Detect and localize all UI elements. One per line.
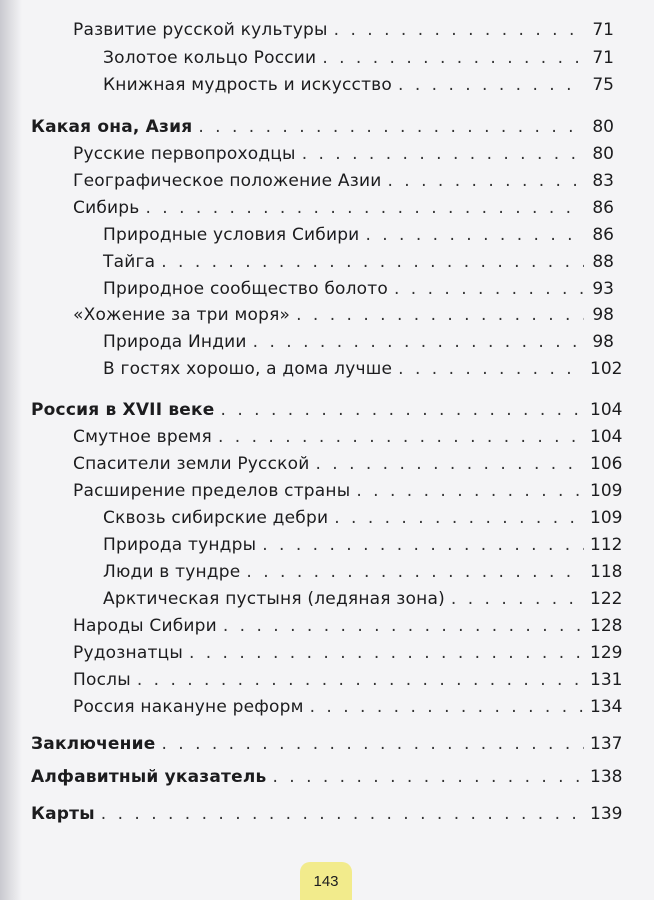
toc-entry	[73, 141, 614, 167]
toc-entry	[73, 168, 614, 194]
toc-entry-page: 71	[592, 20, 614, 40]
page-number-badge	[300, 862, 352, 900]
toc-entry-page: 122	[590, 589, 623, 609]
dot-leader	[394, 276, 584, 302]
toc-entry-title: Тайга	[103, 252, 156, 272]
toc-entry-title: «Хожение за три моря»	[73, 305, 291, 325]
toc-entry-page: 75	[592, 75, 614, 95]
dot-leader	[262, 532, 584, 558]
dot-leader	[253, 329, 584, 355]
dot-leader	[221, 397, 584, 423]
dot-leader	[334, 17, 584, 43]
toc-entry-title: Книжная мудрость и искусство	[103, 75, 393, 95]
toc-entry-title: Рудознатцы	[73, 643, 183, 663]
toc-section-heading	[31, 764, 623, 790]
toc-entry-title: Арктическая пустыня (ледяная зона)	[103, 589, 445, 609]
dot-leader	[161, 731, 584, 757]
toc-entry-title: Географическое положение Азии	[73, 171, 382, 191]
dot-leader	[387, 168, 584, 194]
toc-entry	[103, 45, 614, 71]
toc-entry-page: 98	[592, 332, 614, 352]
dot-leader	[161, 249, 584, 275]
toc-entry	[73, 478, 623, 504]
toc-entry-page: 93	[592, 279, 614, 299]
toc-entry-title: Алфавитный указатель	[31, 767, 267, 787]
toc-entry-page: 109	[590, 508, 623, 528]
toc-entry-page: 129	[590, 643, 623, 663]
dot-leader	[322, 45, 584, 71]
toc-entry-page: 137	[590, 734, 623, 754]
toc-entry-title: Природные условия Сибири	[103, 225, 360, 245]
dot-leader	[246, 559, 584, 585]
toc-entry	[103, 222, 614, 248]
toc-entry	[103, 505, 623, 531]
toc-entry-page: 88	[592, 252, 614, 272]
toc-entry	[73, 424, 623, 450]
dot-leader	[101, 801, 584, 827]
toc-entry	[73, 694, 623, 720]
toc-entry-title: Расширение пределов страны	[73, 481, 351, 501]
toc-entry-page: 109	[590, 481, 623, 501]
toc-entry-title: Природа тундры	[103, 535, 257, 555]
dot-leader	[272, 764, 584, 790]
toc-section-heading	[31, 731, 623, 757]
toc-entry	[103, 72, 614, 98]
dot-leader	[198, 114, 584, 140]
toc-entry	[103, 532, 623, 558]
dot-leader	[189, 640, 584, 666]
dot-leader	[310, 694, 584, 720]
toc-entry-title: Русские первопроходцы	[73, 144, 296, 164]
dot-leader	[145, 195, 584, 221]
toc-entry-page: 80	[592, 144, 614, 164]
toc-entry-title: Послы	[73, 670, 131, 690]
toc-entry-page: 104	[590, 427, 623, 447]
toc-section-heading	[31, 114, 614, 140]
toc-entry	[103, 586, 623, 612]
toc-section-heading	[31, 397, 623, 423]
toc-entry-page: 86	[592, 225, 614, 245]
toc-entry	[73, 640, 623, 666]
toc-entry-title: Люди в тундре	[103, 562, 241, 582]
toc-entry-page: 131	[590, 670, 623, 690]
toc-entry	[73, 302, 614, 328]
toc-entry-page: 112	[590, 535, 623, 555]
toc-section-heading	[31, 801, 623, 827]
dot-leader	[223, 613, 584, 639]
toc-entry-page: 80	[592, 117, 614, 137]
toc-entry-page: 102	[590, 359, 623, 379]
toc-entry-title: Спасители земли Русской	[73, 454, 310, 474]
toc-entry	[103, 249, 614, 275]
dot-leader	[356, 478, 584, 504]
toc-entry-title: Народы Сибири	[73, 616, 217, 636]
toc-entry	[103, 559, 623, 585]
toc-entry-title: Какая она, Азия	[31, 117, 193, 137]
toc-entry-page: 104	[590, 400, 623, 420]
toc-entry-page: 83	[592, 171, 614, 191]
toc-entry	[73, 667, 623, 693]
toc-entry	[103, 329, 614, 355]
toc-entry-page: 98	[592, 305, 614, 325]
toc-entry-title: Карты	[31, 804, 95, 824]
toc-entry-title: Сибирь	[73, 198, 140, 218]
toc-entry-title: Россия накануне реформ	[73, 697, 304, 717]
toc-entry-title: Развитие русской культуры	[73, 20, 328, 40]
dot-leader	[334, 505, 584, 531]
dot-leader	[315, 451, 584, 477]
toc-entry-page: 118	[590, 562, 623, 582]
toc-entry-page: 128	[590, 616, 623, 636]
dot-leader	[398, 356, 584, 382]
toc-entry-page: 139	[590, 804, 623, 824]
toc-entry	[73, 195, 614, 221]
dot-leader	[451, 586, 584, 612]
toc-entry-page: 134	[590, 697, 623, 717]
dot-leader	[296, 302, 584, 328]
dot-leader	[398, 72, 584, 98]
dot-leader	[137, 667, 584, 693]
toc-entry	[73, 17, 614, 43]
toc-entry-title: Смутное время	[73, 427, 212, 447]
toc-entry	[103, 276, 614, 302]
toc-entry-title: Заключение	[31, 734, 156, 754]
toc-entry	[73, 451, 623, 477]
dot-leader	[365, 222, 584, 248]
toc-entry-title: Природное сообщество болото	[103, 279, 388, 299]
toc-entry-title: Природа Индии	[103, 332, 247, 352]
toc-entry-page: 86	[592, 198, 614, 218]
toc-entry-title: Россия в XVII веке	[31, 400, 215, 420]
toc-entry-title: Золотое кольцо России	[103, 48, 317, 68]
dot-leader	[302, 141, 584, 167]
toc-entry	[73, 613, 623, 639]
dot-leader	[218, 424, 584, 450]
toc-entry	[103, 356, 623, 382]
toc-entry-page: 71	[592, 48, 614, 68]
toc-entry-title: Сквозь сибирские дебри	[103, 508, 329, 528]
page-number: 143	[313, 872, 339, 890]
toc-entry-title: В гостях хорошо, а дома лучше	[103, 359, 393, 379]
toc-entry-page: 106	[590, 454, 623, 474]
toc-entry-page: 138	[590, 767, 623, 787]
